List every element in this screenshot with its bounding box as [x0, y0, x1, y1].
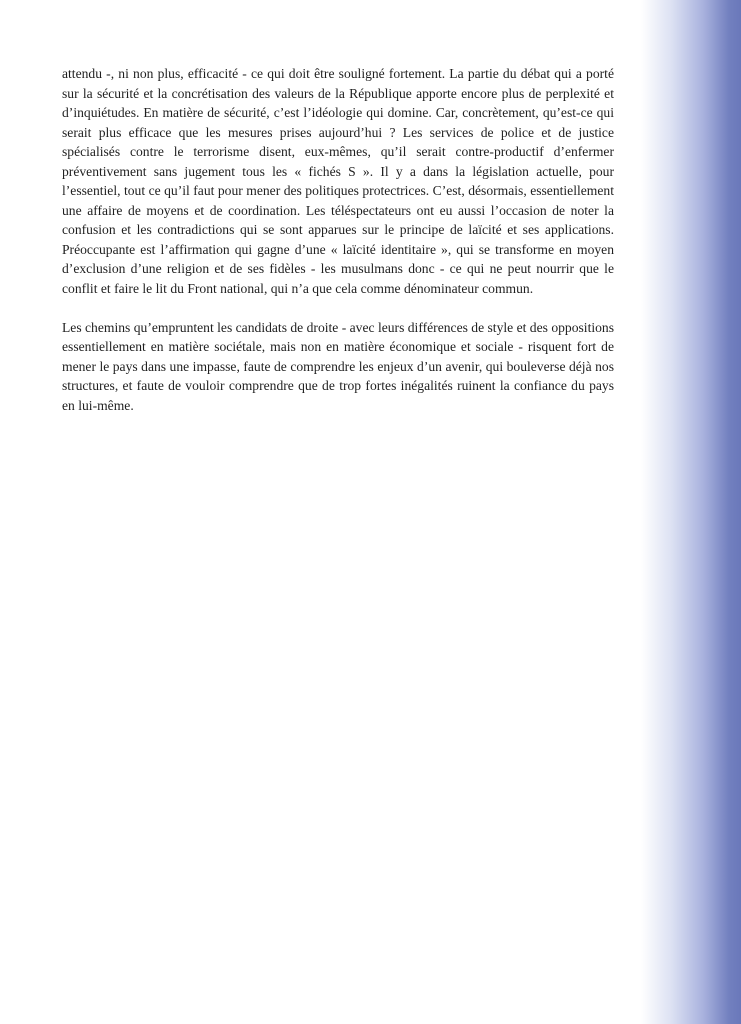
body-text	[62, 64, 614, 415]
decorative-side-band	[641, 0, 741, 1024]
paragraph-2: Les chemins qu’empruntent les candidats de droite - avec leurs différences de style et des oppositions essentiellement en matière sociétale, mais non en matière économique et sociale - risquent fort de mener le pays dans une impasse, faute de comprendre les enjeux d’un avenir, qui bouleverse déjà nos structures, et faute de vouloir comprendre que de trop fortes inégalités ruinent la confiance du pays en lui-même.	[62, 319, 615, 413]
paragraph-1: attendu -, ni non plus, efficacité - ce qui doit être souligné fortement. La partie du débat qui a porté sur la sécurité et la concrétisation des valeurs de la République apporte encore plus de perplexité et d’inquiétudes. En matière de sécurité, c’est l’idéologie qui domine. Car, concrètement, qu’est-ce qui serait plus efficace que les mesures prises aujourd’hui ? Les services de police et de justice spécialisés contre le terrorisme disent, eux-mêmes, qu’il serait contre-productif d’enfermer préventivement sans jugement tous les « fichés S ». Il y a dans la législation actuelle, pour l’essentiel, tout ce qu’il faut pour mener des politiques protectrices. C’est, désormais, essentiellement une affaire de moyens et de coordination. Les téléspectateurs ont eu aussi l’occasion de noter la confusion et les contradictions qui se sont apparues sur le principe de laïcité et ses applications. Préoccupante est l’affirmation qui gagne d’une « laïcité identitaire », qui se transforme en moyen d’exclusion d’une religion et de ses fidèles - les musulmans donc - ce qui ne peut nourrir que le conflit et faire le lit du Front national, qui n’a que cela comme dénominateur commun.	[62, 66, 614, 296]
